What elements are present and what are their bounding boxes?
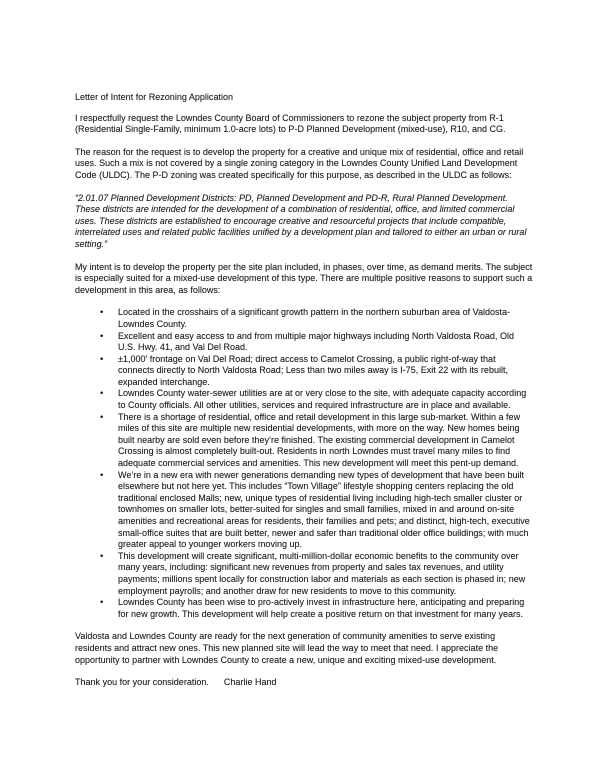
bullet-icon: • <box>100 353 104 365</box>
list-item <box>75 354 534 389</box>
bullet-icon: • <box>100 388 104 400</box>
reasons-list <box>75 307 534 620</box>
bullet-text-frontage: ±1,000’ frontage on Val Del Road; direct access to Camelot Crossing, a public right-of-way that connects directly to North Valdosta Road; Less than two miles away is I-75, Exit 22 with its rebuilt, expanded interchange. <box>118 353 509 387</box>
bullet-text-location: Located in the crosshairs of a significant growth pattern in the northern suburban area of Valdosta-Lowndes County. <box>118 307 511 329</box>
bullet-text-new-era: We’re in a new era with newer generations demanding new types of development that have been built elsewhere but not here yet. This includes “Town Village” lifestyle shopping centers replacing the old traditional enclosed Malls; new, unique types of residential living including high-tech smaller cluster or townhomes on smaller lots, better-suited for singles and small families, mixed in and around on-site amenities and recreational areas for residents, their families and pets; and distinct, high-tech, executive small-office suites that are built better, newer and safer than traditional older office buildings; with much greater appeal to younger workers moving up. <box>118 469 530 550</box>
list-item <box>75 388 534 411</box>
bullet-icon: • <box>100 411 104 423</box>
list-item <box>75 551 534 597</box>
thanks-text: Thank you for your consideration. <box>75 677 209 688</box>
list-item <box>75 412 534 470</box>
bullet-icon: • <box>100 307 104 319</box>
bullet-text-utilities: Lowndes County water-sewer utilities are at or very close to the site, with adequate capacity according to County officials. All other utilities, services and required infrastructure are in place and available. <box>118 388 527 411</box>
intent-paragraph: My intent is to develop the property per the site plan included, in phases, over time, as demand merits. The subject is especially suited for a mixed-use development of this type. There are multiple positive reasons to support such a development in this area, as follows: <box>75 261 533 295</box>
bullet-icon: • <box>100 550 104 562</box>
list-item <box>75 307 534 330</box>
uldc-quote-paragraph: “2.01.07 Planned Development Districts: PD, Planned Development and PD-R, Rural Planned Development. These districts are intended for the development of a combination of residential, office, and limited commercial uses. These districts are established to encourage creative and resourceful projects that include compatible, interrelated uses and related public facilities unified by a development plan and tailored to either an urban or rural setting.” <box>75 192 527 249</box>
list-item <box>75 597 534 620</box>
letter-body <box>75 92 534 689</box>
bullet-text-infrastructure: Lowndes County has been wise to pro-actively invest in infrastructure here, anticipating and preparing for new growth. This development will help create a positive return on that investment for many years. <box>118 597 525 619</box>
list-item <box>75 331 534 354</box>
intro-paragraph-2: The reason for the request is to develop the property for a creative and unique mix of residential, office and retail uses. Such a mix is not covered by a single zoning category in the Lowndes County Unified Land Development Code (ULDC). The P-D zoning was created specifically for this purpose, as described in the ULDC as follows: <box>75 146 524 180</box>
bullet-icon: • <box>100 469 104 481</box>
document-title: Letter of Intent for Rezoning Application <box>75 92 234 102</box>
bullet-icon: • <box>100 597 104 609</box>
list-item <box>75 470 534 551</box>
closing-paragraph: Valdosta and Lowndes County are ready for the next generation of community amenities to serve existing residents and attract new ones. This new planned site will lead the way to meet that need. I appreciate the opportunity to partner with Lowndes County to create a new, unique and exciting mixed-use development. <box>75 631 499 665</box>
signature-name: Charlie Hand <box>223 677 277 688</box>
bullet-text-economic-benefits: This development will create significant, multi-million-dollar economic benefits to the community over many years, including: significant new revenues from property and sales tax revenues, and utility payments; millions spent locally for construction labor and materials as each section is phased in; new employment payrolls; and another draw for new residents to move to this community. <box>118 550 526 596</box>
bullet-text-shortage: There is a shortage of residential, office and retail development in this large sub-market. Within a few miles of this site are multiple new residential developments, with more on the way. New homes being built nearby are sold even before they’re finished. The existing commercial development in Camelot Crossing is almost completely built-out. Residents in north Lowndes must travel many miles to find adequate commercial services and amenities. This new development will meet this pent-up demand. <box>118 411 521 469</box>
intro-paragraph-1: I respectfully request the Lowndes County Board of Commissioners to rezone the subject property from R-1 (Residential Single-Family, minimum 1.0-acre lots) to P-D Planned Development (mixed-use), R10, and CG. <box>75 112 506 135</box>
bullet-icon: • <box>100 330 104 342</box>
signoff-line <box>75 677 534 689</box>
bullet-text-highway-access: Excellent and easy access to and from multiple major highways including North Valdosta Road, Old U.S. Hwy. 41, and Val Del Road. <box>118 330 514 353</box>
